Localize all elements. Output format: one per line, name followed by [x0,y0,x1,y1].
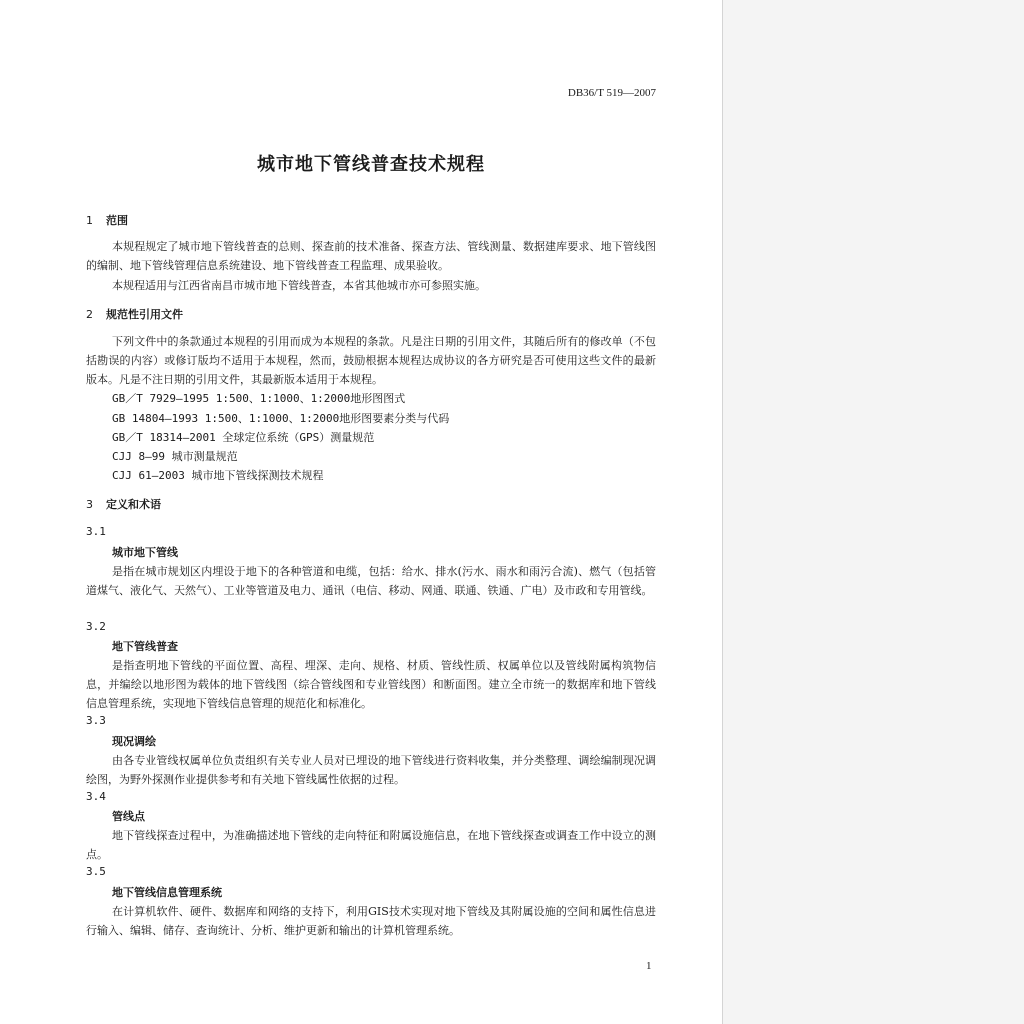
section-3-heading [86,496,161,512]
reference-item: CJJ 8—99 城市测量规范 [112,450,238,463]
section-1-paragraph-2: 本规程适用与江西省南昌市城市地下管线普查，本省其他城市亦可参照实施。 [112,279,486,292]
document-title: 城市地下管线普查技术规程 [257,154,485,175]
section-2-heading [86,306,183,322]
clause-term: 地下管线普查 [112,640,178,653]
clause-text: 是指在城市规划区内埋设于地下的各种管道和电缆，包括：给水、排水(污水、雨水和雨污合流)、燃气（包括管道煤气、液化气、天然气）、工业等管道及电力、通讯（电信、移动、网通、联通、铁通、广电）及市政和专用管线。 [86,565,656,597]
reference-item: GB／T 7929—1995 1:500、1:1000、1:2000地形图图式 [112,392,406,405]
section-1-paragraph-1: 本规程规定了城市地下管线普查的总则、探查前的技术准备、探查方法、管线测量、数据建库要求、地下管线图的编制、地下管线管理信息系统建设、地下管线普查工程监理、成果验收。 [86,240,656,272]
section-2-paragraph-1: 下列文件中的条款通过本规程的引用而成为本规程的条款。凡是注日期的引用文件，其随后所有的修改单（不包括勘误的内容）或修订版均不适用于本规程，然而，鼓励根据本规程达成协议的各方研究是否可使用这些文件的最新版本。凡是不注日期的引用文件，其最新版本适用于本规程。 [86,335,656,386]
clause-text: 由各专业管线权属单位负责组织有关专业人员对已埋设的地下管线进行资料收集，并分类整理、调绘编制现况调绘图，为野外探测作业提供参考和有关地下管线属性依据的过程。 [86,754,656,786]
clause-number: 3.3 [86,714,106,727]
standard-code: DB36/T 519—2007 [567,87,656,99]
section-number: 3 [86,498,93,511]
clause-number: 3.4 [86,790,106,803]
clause-number: 3.5 [86,865,106,878]
clause-term: 现况调绘 [112,735,156,748]
section-1-heading [86,212,128,228]
clause-number: 3.1 [86,525,106,538]
clause-term: 管线点 [112,810,145,823]
clause-term: 地下管线信息管理系统 [112,886,222,899]
section-number: 1 [86,214,93,227]
reference-item: GB 14804—1993 1:500、1:1000、1:2000地形图要素分类与代码 [112,412,450,425]
clause-number: 3.2 [86,620,106,633]
section-title: 规范性引用文件 [106,308,183,321]
reference-item: GB／T 18314—2001 全球定位系统（GPS）测量规范 [112,431,375,444]
clause-text: 是指查明地下管线的平面位置、高程、埋深、走向、规格、材质、管线性质、权属单位以及管线附属构筑物信息，并编绘以地形图为载体的地下管线图（综合管线图和专业管线图）和断面图。建立全市统一的数据库和地下管线信息管理系统，实现地下管线信息管理的规范化和标准化。 [86,659,656,710]
section-title: 范围 [106,214,128,227]
clause-text: 地下管线探查过程中，为准确描述地下管线的走向特征和附属设施信息，在地下管线探查或调查工作中设立的测点。 [86,829,656,861]
section-title: 定义和术语 [106,498,161,511]
section-number: 2 [86,308,93,321]
page-number: 1 [646,960,652,972]
clause-text: 在计算机软件、硬件、数据库和网络的支持下，利用GIS技术实现对地下管线及其附属设施的空间和属性信息进行输入、编辑、储存、查询统计、分析、维护更新和输出的计算机管理系统。 [86,905,656,937]
reference-item: CJJ 61—2003 城市地下管线探测技术规程 [112,469,324,482]
clause-term: 城市地下管线 [112,546,178,559]
